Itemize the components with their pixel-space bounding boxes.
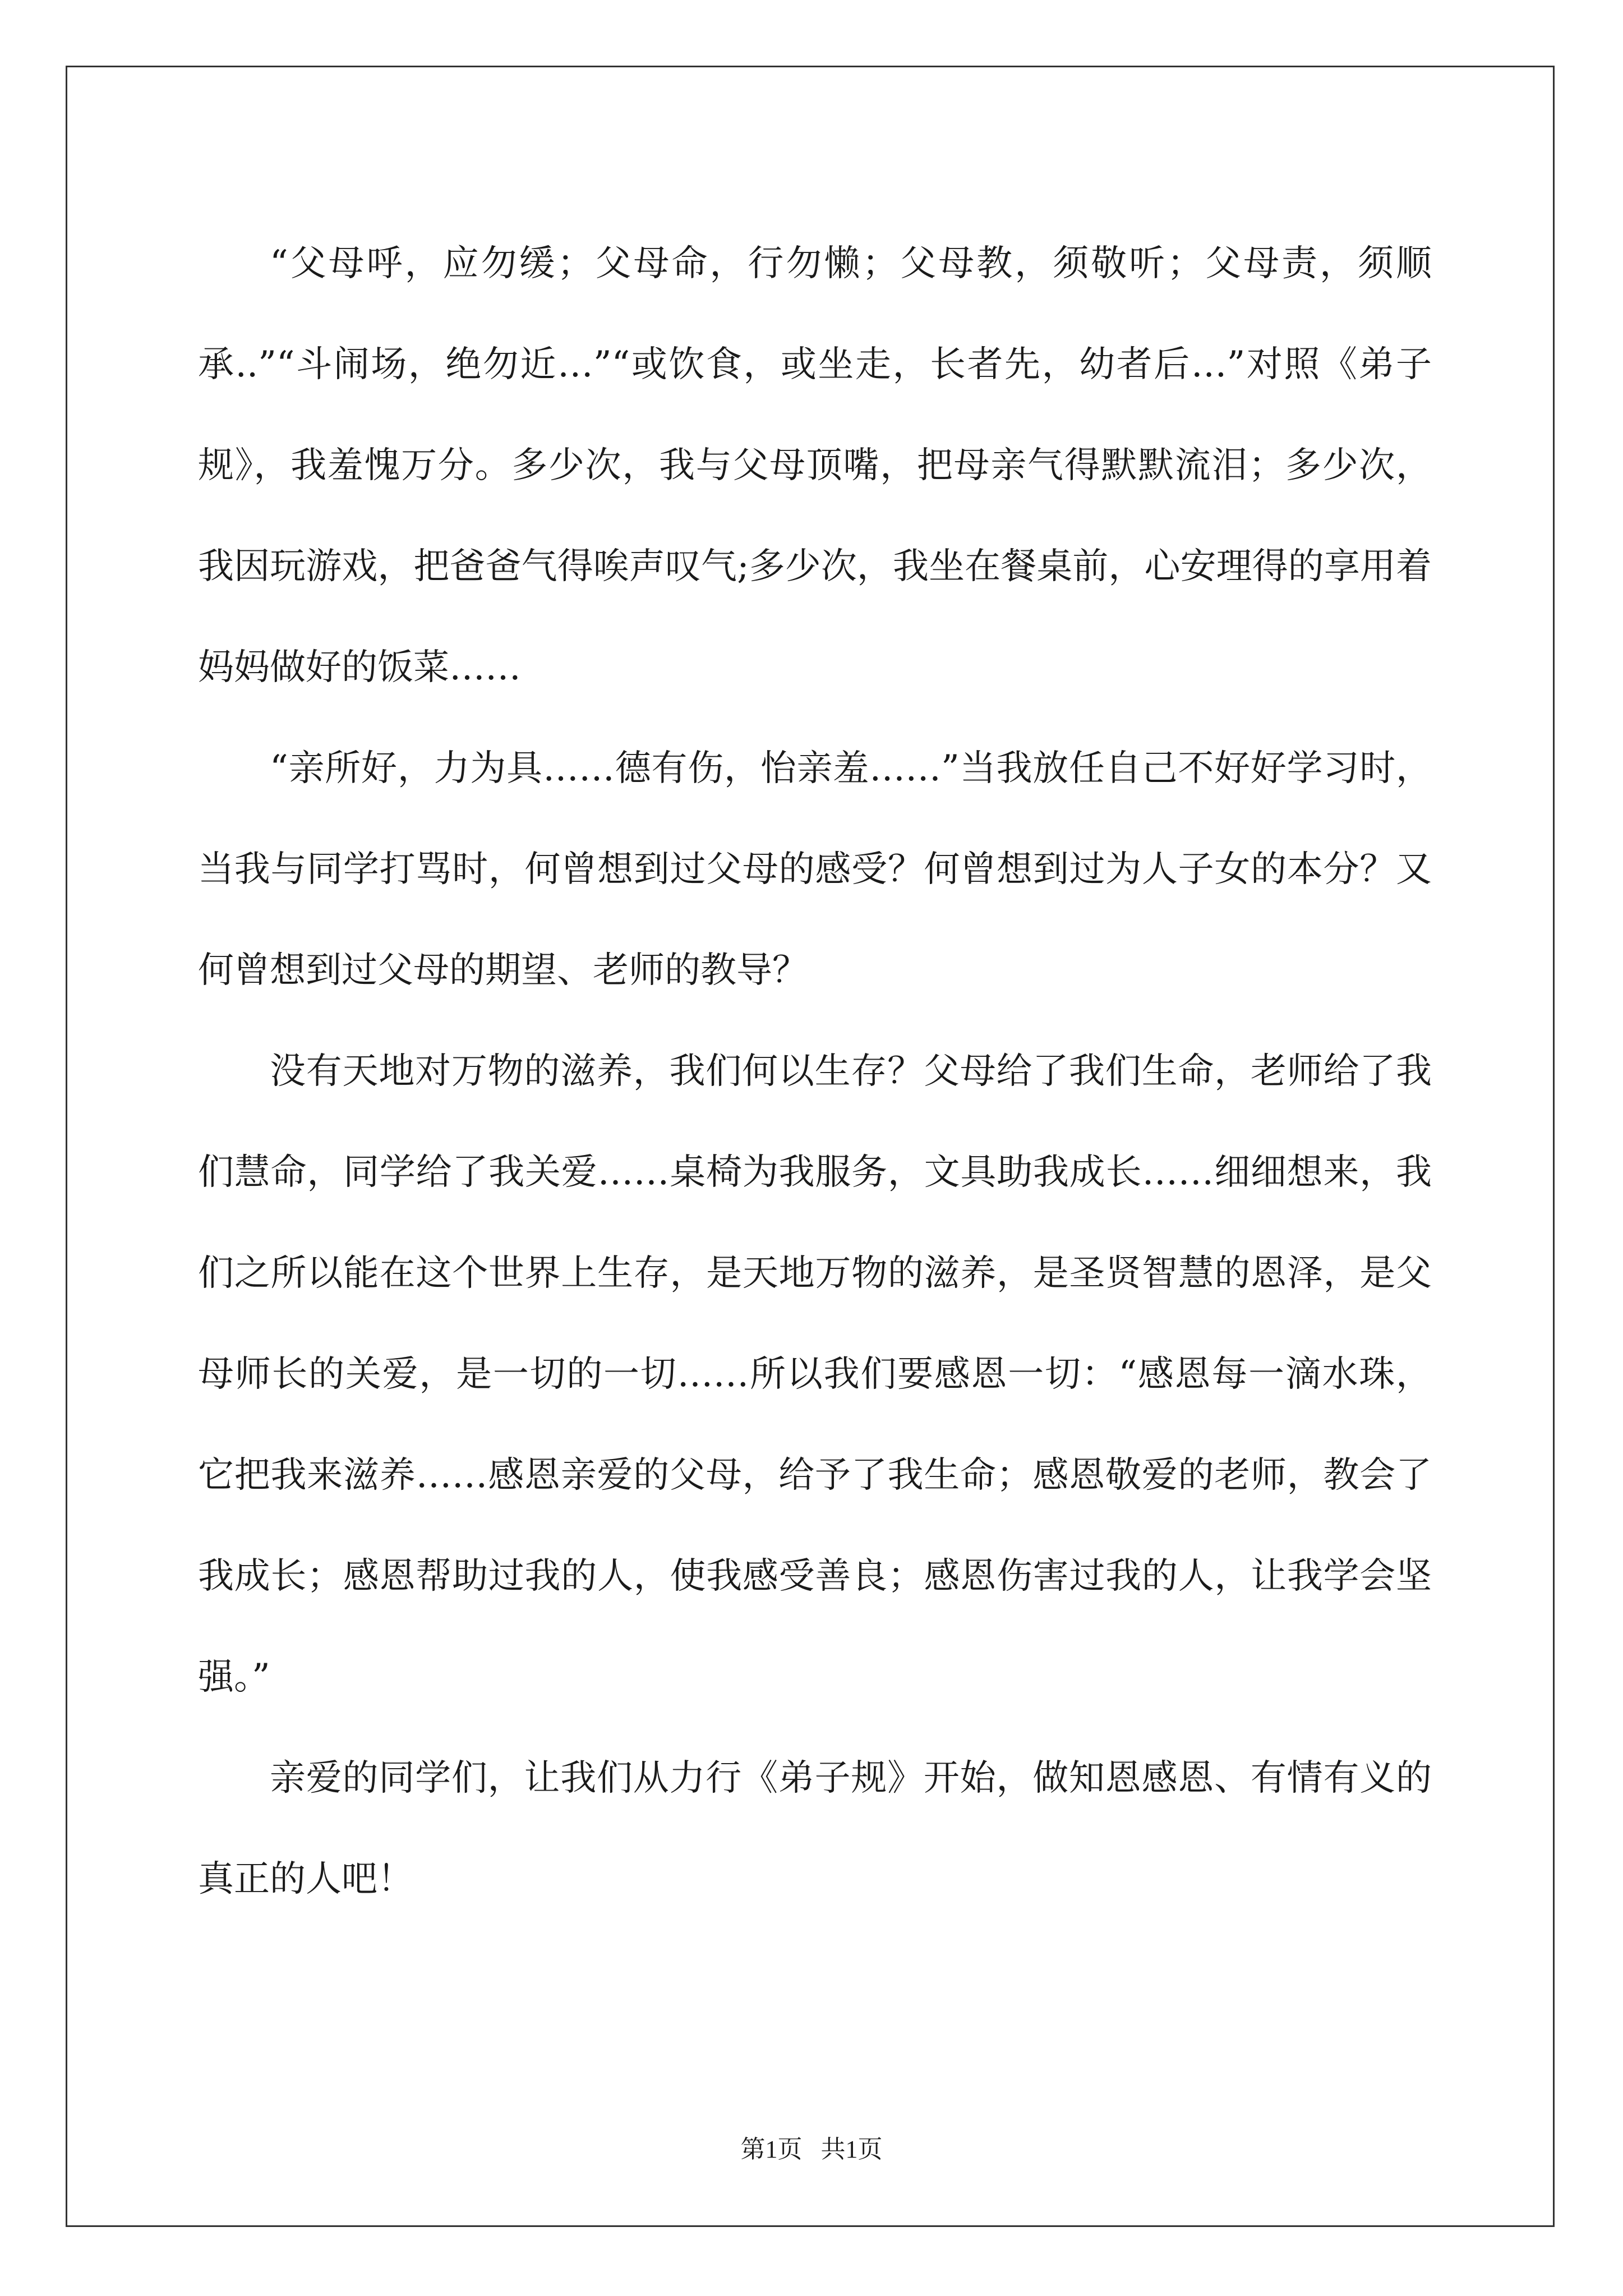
page-number-footer: 第1页 共1页: [740, 2136, 883, 2163]
paragraph: “父母呼，应勿缓；父母命，行勿懒；父母教，须敬听；父母责，须顺承..”“斗闹场，绝勿近…”“或饮食，或坐走，长者先，幼者后…”对照《弟子规》，我羞愧万分。多少次，我与父母顶嘴，把母亲气得默默流泪；多少次，我因玩游戏，把爸爸气得唉声叹气;多少次，我坐在餐桌前，心安理得的享用着妈妈做好的饭菜……: [198, 243, 1432, 688]
paragraph: 亲爱的同学们，让我们从力行《弟子规》开始，做知恩感恩、有情有义的真正的人吧！: [198, 1757, 1432, 1900]
document-body: [198, 213, 1432, 1930]
paragraph: 没有天地对万物的滋养，我们何以生存？父母给了我们生命，老师给了我们慧命，同学给了我关爱……桌椅为我服务，文具助我成长……细细想来，我们之所以能在这个世界上生存，是天地万物的滋养，是圣贤智慧的恩泽，是父母师长的关爱，是一切的一切……所以我们要感恩一切：“感恩每一滴水珠，它把我来滋养……感恩亲爱的父母，给予了我生命；感恩敬爱的老师，教会了我成长；感恩帮助过我的人，使我感受善良；感恩伤害过我的人，让我学会坚强。”: [198, 1051, 1432, 1698]
paragraph: “亲所好，力为具……德有伤，怡亲羞……”当我放任自己不好好学习时，当我与同学打骂时，何曾想到过父母的感受？何曾想到过为人子女的本分？又何曾想到过父母的期望、老师的教导？: [198, 748, 1432, 991]
